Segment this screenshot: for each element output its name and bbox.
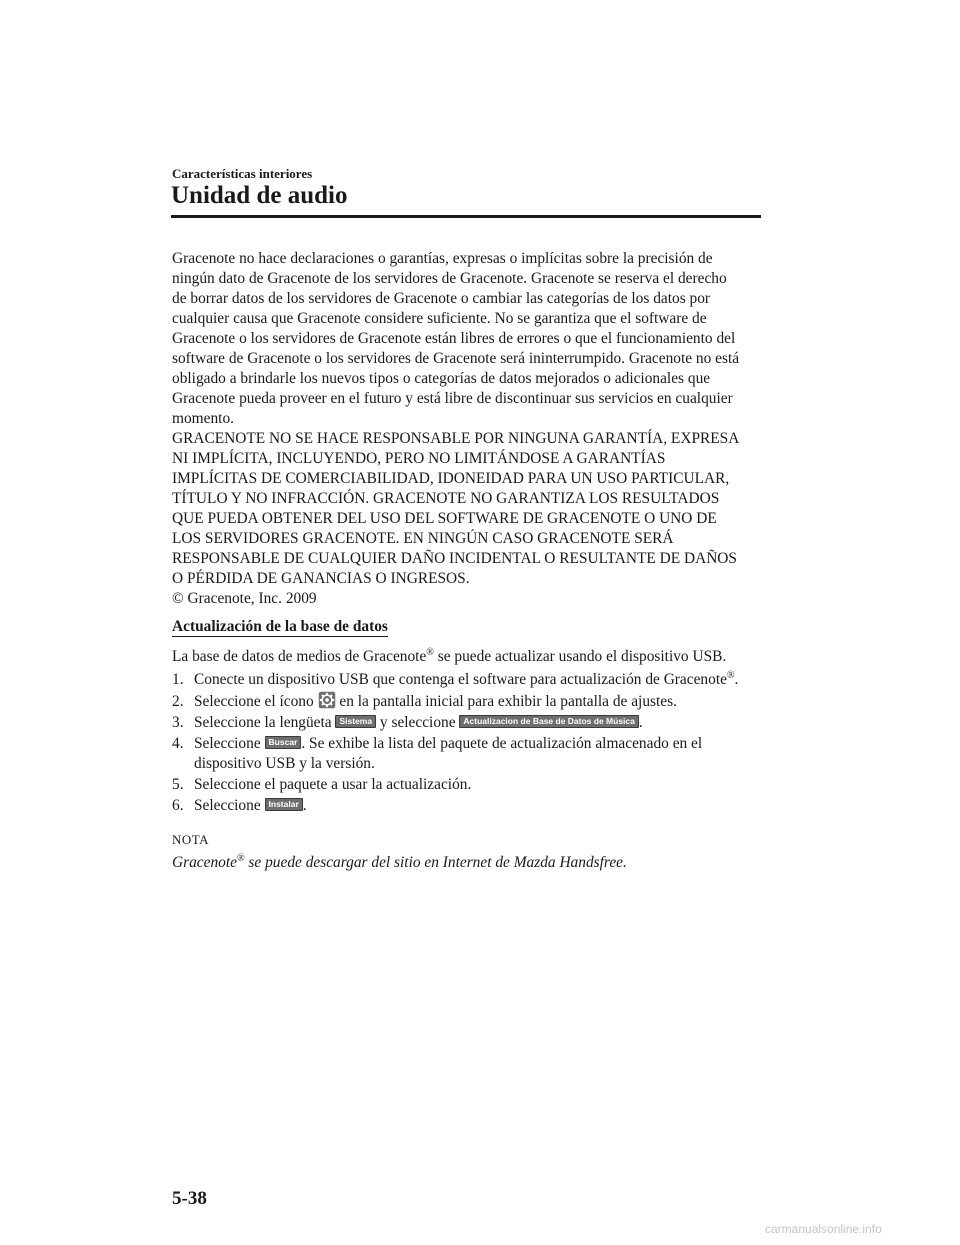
step-3 <box>172 713 772 733</box>
liability-paragraph <box>172 429 772 609</box>
text-line: Gracenote o los servidores de Gracenote están libres de errores o que el funcionamiento del <box>172 330 736 347</box>
note-text-end: se puede descargar del sitio en Internet de Mazda Handsfree. <box>244 854 627 871</box>
page-title: Unidad de audio <box>171 182 348 209</box>
step-text-end: . <box>734 671 739 688</box>
text-line: cualquier causa que Gracenote considere suficiente. No se garantiza que el software de <box>172 310 707 327</box>
step-number: 5. <box>172 776 184 793</box>
note-label: NOTA <box>172 832 210 847</box>
text-line: obligado a brindarle los nuevos tipos o categorías de datos mejorados o adicionales que <box>172 370 711 387</box>
step-continuation: dispositivo USB y la versión. <box>194 755 375 772</box>
step-5 <box>172 775 772 795</box>
disclaimer-paragraph <box>172 249 772 429</box>
lead-text: La base de datos de medios de Gracenote <box>172 648 427 665</box>
content-body <box>172 249 772 873</box>
text-line: ningún dato de Gracenote de los servidores de Gracenote. Gracenote se reserva el derecho <box>172 270 727 287</box>
section-label: Características interiores <box>172 166 313 181</box>
text-line: Gracenote pueda proveer en el futuro y está libre de discontinuar sus servicios en cualquier <box>172 390 733 407</box>
step-text-end: en la pantalla inicial para exhibir la pantalla de ajustes. <box>335 693 677 710</box>
note-text-start: Gracenote <box>172 854 237 871</box>
registered-mark: ® <box>236 852 245 864</box>
steps-list <box>172 670 772 816</box>
text-line: GRACENOTE NO SE HACE RESPONSABLE POR NINGUNA GARANTÍA, EXPRESA <box>172 430 740 447</box>
step-text: Conecte un dispositivo USB que contenga el software para actualización de Gracenote <box>194 671 727 688</box>
text-line: TÍTULO Y NO INFRACCIÓN. GRACENOTE NO GARANTIZA LOS RESULTADOS <box>172 490 720 507</box>
text-line: LOS SERVIDORES GRACENOTE. EN NINGÚN CASO GRACENOTE SERÁ <box>172 530 674 547</box>
registered-mark: ® <box>426 646 434 658</box>
page-number: 5-38 <box>172 1188 207 1209</box>
music-database-update-button[interactable]: Actualizacion de Base de Datos de Música <box>459 715 638 728</box>
text-line: RESPONSABLE DE CUALQUIER DAÑO INCIDENTAL O RESULTANTE DE DAÑOS <box>172 550 737 567</box>
step-number: 2. <box>172 693 184 710</box>
buscar-button[interactable]: Buscar <box>265 736 302 749</box>
gear-icon <box>318 691 336 709</box>
text-line: QUE PUEDA OBTENER DEL USO DEL SOFTWARE DE GRACENOTE O UNO DE <box>172 510 717 527</box>
text-line: de borrar datos de los servidores de Gracenote o cambiar las categorías de los datos por <box>172 290 711 307</box>
lead-text-end: se puede actualizar usando el dispositivo USB. <box>433 648 727 665</box>
step-4 <box>172 734 772 774</box>
step-text: Seleccione el ícono <box>194 693 318 710</box>
step-text: Seleccione el paquete a usar la actualización. <box>194 776 472 793</box>
step-number: 6. <box>172 797 184 814</box>
step-text-end: . <box>302 797 307 814</box>
lead-paragraph <box>172 647 772 667</box>
step-2 <box>172 691 772 712</box>
subheading: Actualización de la base de datos <box>172 618 388 635</box>
text-line: O PÉRDIDA DE GANANCIAS O INGRESOS. <box>172 570 470 587</box>
step-text: Seleccione <box>194 735 265 752</box>
text-line: IMPLÍCITAS DE COMERCIABILIDAD, IDONEIDAD PARA UN USO PARTICULAR, <box>172 470 730 487</box>
step-text-middle: y seleccione <box>376 714 460 731</box>
instalar-button[interactable]: Instalar <box>265 798 303 811</box>
step-number: 1. <box>172 671 184 688</box>
text-line: NI IMPLÍCITA, INCLUYENDO, PERO NO LIMITÁNDOSE A GARANTÍAS <box>172 450 666 467</box>
step-text-end: . Se exhibe la lista del paquete de actualización almacenado en el <box>301 735 703 752</box>
step-text: Seleccione la lengüeta <box>194 714 336 731</box>
registered-mark: ® <box>726 669 735 681</box>
text-line: software de Gracenote o los servidores de Gracenote será ininterrumpido. Gracenote no está <box>172 350 740 367</box>
text-line: momento. <box>172 410 234 427</box>
sistema-tab-button[interactable]: Sistema <box>335 715 376 728</box>
step-text-end: . <box>638 714 643 731</box>
step-text: Seleccione <box>194 797 265 814</box>
step-1 <box>172 670 772 690</box>
step-number: 4. <box>172 735 184 752</box>
step-number: 3. <box>172 714 184 731</box>
copyright-line: © Gracenote, Inc. 2009 <box>172 590 317 607</box>
watermark: carmanualsonline.info <box>765 1222 882 1236</box>
step-6 <box>172 796 772 816</box>
text-line: Gracenote no hace declaraciones o garantías, expresas o implícitas sobre la precisión de <box>172 250 713 267</box>
note-text <box>172 853 772 873</box>
title-divider <box>171 215 761 218</box>
